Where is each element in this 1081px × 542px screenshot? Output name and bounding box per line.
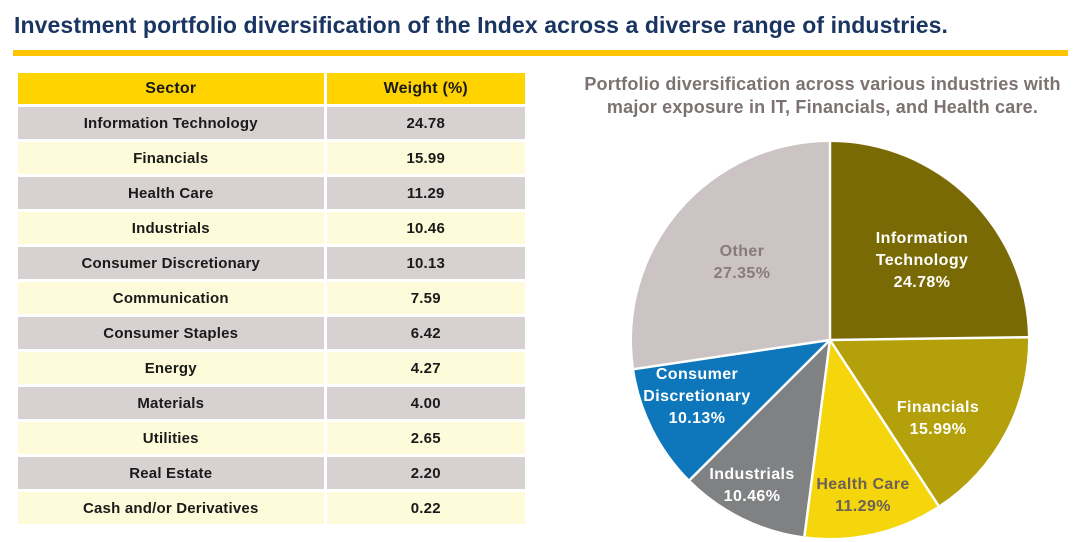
weight-cell: 0.22 — [325, 491, 525, 526]
chart-subtitle-line1: Portfolio diversification across various industries with — [584, 74, 1061, 94]
sector-cell: Utilities — [18, 421, 325, 456]
pie-slice-label: Other 27.35% — [713, 242, 771, 282]
chart-subtitle — [570, 73, 1075, 119]
pie-slice-label: Information Technology 24.78% — [875, 229, 969, 291]
title-underline — [13, 50, 1068, 56]
weight-cell: 2.65 — [325, 421, 525, 456]
table-row — [18, 141, 525, 176]
chart-subtitle-line2: major exposure in IT, Financials, and Health care. — [606, 97, 1039, 117]
weight-cell: 10.46 — [325, 211, 525, 246]
sector-cell: Cash and/or Derivatives — [18, 491, 325, 526]
table-row — [18, 211, 525, 246]
weight-cell: 6.42 — [325, 316, 525, 351]
weight-column-header: Weight (%) — [325, 73, 525, 106]
sector-column-header: Sector — [18, 73, 325, 106]
sector-weight-table — [18, 73, 525, 527]
sector-cell: Consumer Discretionary — [18, 246, 325, 281]
weight-cell: 7.59 — [325, 281, 525, 316]
pie-slice-label: Industrials 10.46% — [709, 465, 795, 505]
table-row — [18, 386, 525, 421]
pie-chart — [600, 130, 1081, 542]
sector-cell: Information Technology — [18, 106, 325, 141]
weight-cell: 2.20 — [325, 456, 525, 491]
table-row — [18, 246, 525, 281]
table-row — [18, 456, 525, 491]
weight-cell: 11.29 — [325, 176, 525, 211]
table-row — [18, 421, 525, 456]
table-row — [18, 351, 525, 386]
pie-slice-label: Health Care 11.29% — [816, 475, 910, 515]
sector-cell: Industrials — [18, 211, 325, 246]
sector-cell: Materials — [18, 386, 325, 421]
weight-cell: 10.13 — [325, 246, 525, 281]
pie-slice-label: Consumer Discretionary 10.13% — [643, 365, 751, 427]
table-header-row — [18, 73, 525, 106]
weight-cell: 4.00 — [325, 386, 525, 421]
sector-cell: Health Care — [18, 176, 325, 211]
sector-cell: Financials — [18, 141, 325, 176]
page-title: Investment portfolio diversification of the Index across a diverse range of industries. — [14, 12, 949, 38]
sector-cell: Consumer Staples — [18, 316, 325, 351]
weight-cell: 24.78 — [325, 106, 525, 141]
table-row — [18, 281, 525, 316]
sector-cell: Real Estate — [18, 456, 325, 491]
weight-cell: 4.27 — [325, 351, 525, 386]
weight-cell: 15.99 — [325, 141, 525, 176]
table-row — [18, 491, 525, 526]
pie-slice-label: Financials 15.99% — [896, 398, 980, 438]
table-row — [18, 316, 525, 351]
table-row — [18, 106, 525, 141]
sector-cell: Energy — [18, 351, 325, 386]
table-row — [18, 176, 525, 211]
sector-table-body — [18, 106, 525, 526]
sector-cell: Communication — [18, 281, 325, 316]
